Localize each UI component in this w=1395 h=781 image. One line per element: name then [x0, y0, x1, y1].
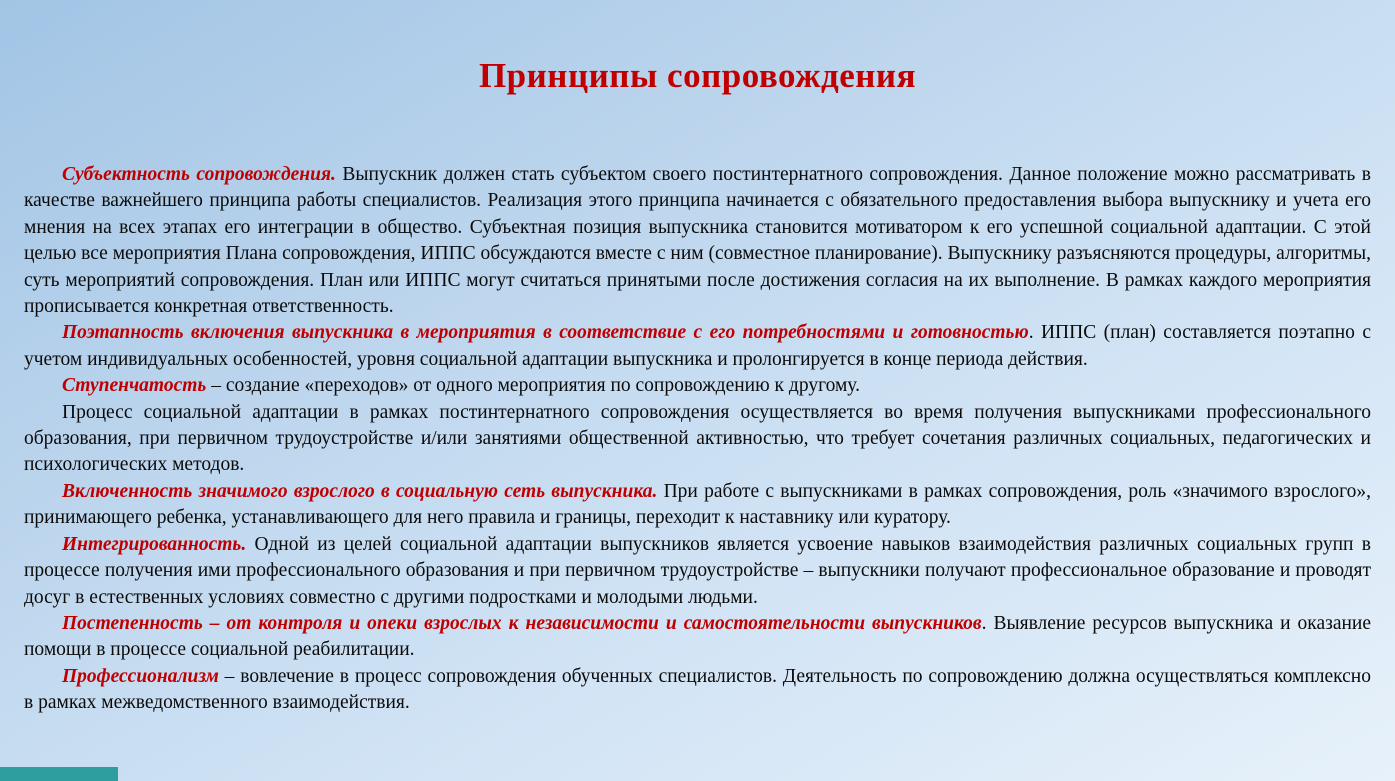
footer-accent-bar — [0, 767, 118, 781]
principle-paragraph — [24, 373, 1371, 399]
slide-body — [24, 162, 1371, 717]
principle-lead: Профессионализм — [62, 665, 219, 687]
principle-text: – создание «переходов» от одного мероприятия по сопровождению к другому. — [206, 375, 860, 397]
principle-paragraph — [24, 664, 1371, 717]
principle-text: . ИППС (план) составляется поэтапно с учетом индивидуальных особенностей, уровня социальной адаптации выпускника и пролонгируется в конце периода действия. — [24, 322, 1372, 370]
slide-title: Принципы сопровождения — [478, 56, 917, 95]
principle-lead: Поэтапность включения выпускника в мероприятия в соответствие с его потребностями и готовностью — [62, 322, 1029, 344]
principle-text: При работе с выпускниками в рамках сопровождения, роль «значимого взрослого», принимающего ребенка, устанавливающего для него правила и границы, переходит к наставнику или куратору. — [24, 480, 1371, 529]
principle-paragraph — [24, 611, 1371, 664]
principle-text: Процесс социальной адаптации в рамках постинтернатного сопровождения осуществляется во время получения выпускниками профессионального образования, при первичном трудоустройстве и/или занятиями общественной активностью, что требует сочетания различных социальных, педагогических и психологических методов. — [24, 401, 1371, 476]
principle-text: – вовлечение в процесс сопровождения обученных специалистов. Деятельность по сопровождению должна осуществляться комплексно в рамках межведомственного взаимодействия. — [24, 665, 1371, 714]
principle-lead: Субъектность сопровождения. — [62, 164, 336, 185]
principle-paragraph — [24, 162, 1371, 320]
principle-lead: Интегрированность. — [62, 533, 247, 555]
principle-lead: Включенность значимого взрослого в социальную сеть выпускника. — [62, 480, 658, 502]
principle-text: Выпускник должен стать субъектом своего постинтернатного сопровождения. Данное положение можно рассматривать в качестве важнейшего принципа работы специалистов. Реализация этого принципа начинается с обязательного предоставления выбора выпускнику и учета его мнения на всех этапах его интеграции в общество. Субъектная позиция выпускника становится мотиватором к его успешной социальной адаптации. С этой целью все мероприятия Плана сопровождения, ИППС обсуждаются вместе с ним (совместное планирование). Выпускнику разъясняются процедуры, алгоритмы, суть мероприятий сопровождения. План или ИППС могут считаться принятыми после достижения согласия на их выполнение. В рамках каждого мероприятия прописывается конкретная ответственность. — [24, 164, 1371, 318]
principle-paragraph — [24, 532, 1371, 611]
principle-paragraph — [24, 400, 1371, 479]
principle-text: Одной из целей социальной адаптации выпускников является усвоение навыков взаимодействия различных социальных групп в процессе получения ими профессионального образования и при первичном трудоустройстве – выпускники получают профессиональное образование и проводят досуг в естественных условиях совместно с другими подростками и молодыми людьми. — [24, 533, 1371, 608]
principle-paragraph — [24, 320, 1371, 373]
principle-paragraph — [24, 479, 1371, 532]
principle-text: . Выявление ресурсов выпускника и оказание помощи в процессе социальной реабилитации. — [24, 612, 1371, 661]
principle-lead: Ступенчатость — [62, 375, 207, 397]
principle-lead: Постепенность – от контроля и опеки взрослых к независимости и самостоятельности выпускников — [62, 612, 982, 634]
